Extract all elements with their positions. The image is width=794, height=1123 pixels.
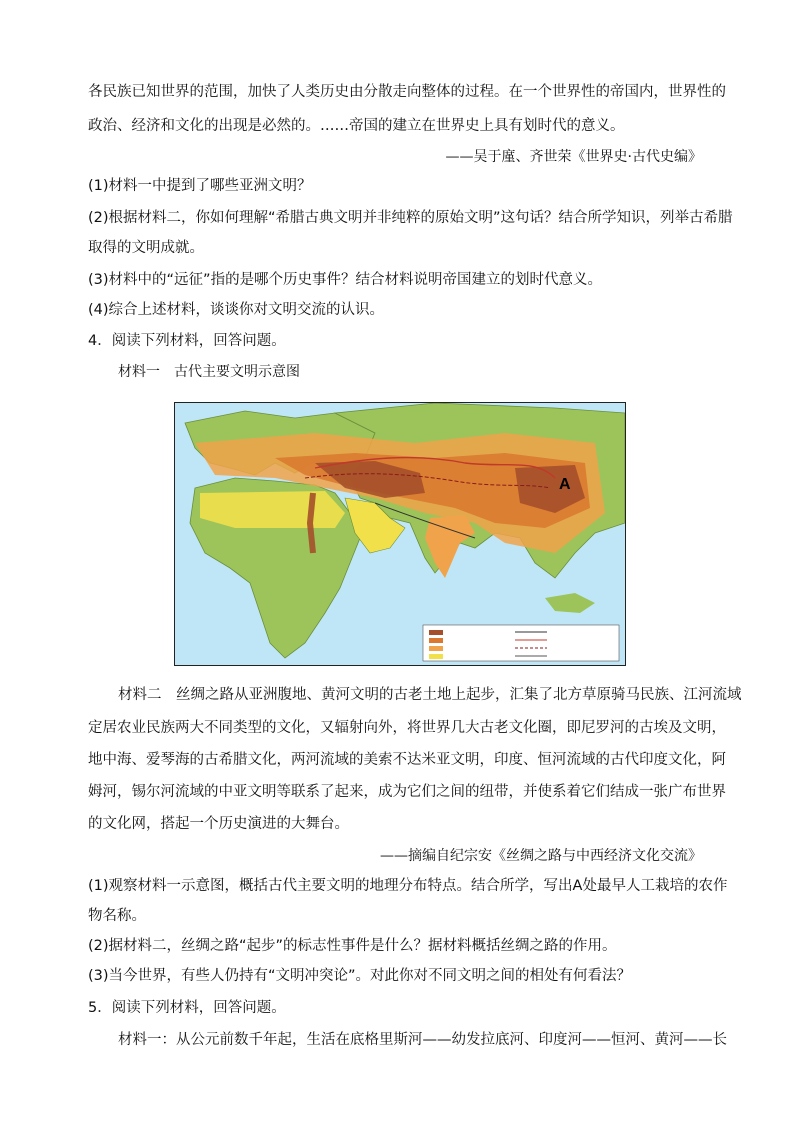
q4-sub1-line2: 物名称。 [88,908,146,924]
q3-sub2-line1: (2)根据材料二，你如何理解“希腊古典文明并非纯粹的原始文明”这句话？结合所学知识，列举古希腊 [88,210,733,226]
q3-sub1: (1)材料一中提到了哪些亚洲文明？ [88,178,312,194]
q5-stem: 5．阅读下列材料，回答问题。 [88,1000,286,1016]
ancient-civilizations-map [174,402,626,666]
q4-sub3: (3)当今世界，有些人仍持有“文明冲突论”。对此你对不同文明之间的相处有何看法？ [88,968,632,984]
q4-material2-source: ——摘编自纪宗安《丝绸之路与中西经济文化交流》 [380,848,702,864]
material1-source: ——吴于廑、齐世荣《世界史·古代史编》 [445,149,702,165]
q4-sub1-line1: (1)观察材料一示意图，概括古代主要文明的地理分布特点。结合所学，写出A处最早人工栽培的农作 [88,878,728,894]
legend-swatch-3 [429,646,443,651]
q4-material2-line2: 定居农业民族两大不同类型的文化，又辐射向外，将世界几大古老文化圈，即尼罗河的古埃及文明， [88,720,726,736]
material1-text-line1: 各民族已知世界的范围，加快了人类历史由分散走向整体的过程。在一个世界性的帝国内，世界性的 [88,84,726,100]
q4-sub2: (2)据材料二，丝绸之路“起步”的标志性事件是什么？据材料概括丝绸之路的作用。 [88,938,617,954]
material1-text-line2: 政治、经济和文化的出现是必然的。……帝国的建立在世界史上具有划时代的意义。 [88,118,625,134]
q3-sub2-line2: 取得的文明成就。 [88,240,204,256]
q4-material2-line4: 姆河，锡尔河流域的中亚文明等联系了起来，成为它们之间的纽带，并使系着它们结成一张广布世界 [88,784,726,800]
map-graphic [175,403,625,665]
q5-material1-start: 材料一：从公元前数千年起，生活在底格里斯河——幼发拉底河、印度河——恒河、黄河——长 [118,1032,727,1048]
legend-swatch-4 [429,654,443,659]
q3-sub3: (3)材料中的“远征”指的是哪个历史事件？结合材料说明帝国建立的划时代意义。 [88,272,603,288]
legend-swatch-1 [429,630,443,635]
map-civ-egypt [310,493,313,553]
q4-stem: 4．阅读下列材料，回答问题。 [88,333,286,349]
legend-swatch-2 [429,638,443,643]
q4-material2-line5: 的文化网，搭起一个历史演进的大舞台。 [88,816,349,832]
q4-material1-title: 材料一 古代主要文明示意图 [118,364,300,380]
q4-material2-line3: 地中海、爱琴海的古希腊文化，两河流域的美索不达米亚文明，印度、恒河流域的古代印度文化，阿 [88,752,726,768]
map-sahara [200,491,345,528]
q4-material2-line1: 材料二 丝绸之路从亚洲腹地、黄河文明的古老土地上起步，汇集了北方草原骑马民族、江河流域 [118,687,742,703]
q3-sub4: (4)综合上述材料，谈谈你对文明交流的认识。 [88,302,385,318]
map-marker-a: A [559,476,571,493]
